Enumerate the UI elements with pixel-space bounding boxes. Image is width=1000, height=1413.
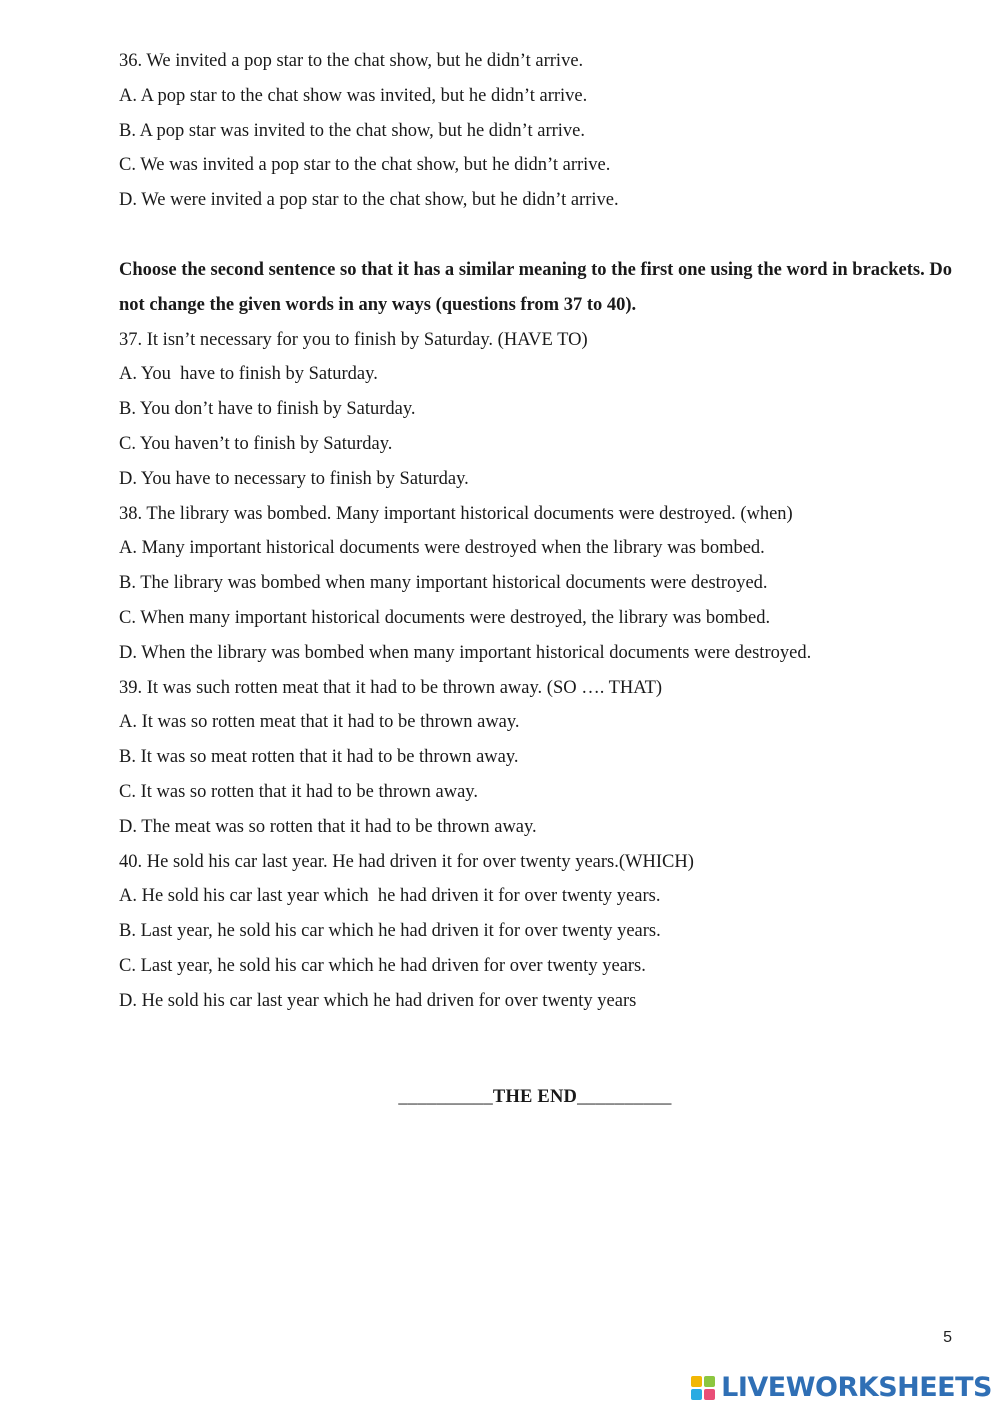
option-d: D. When the library was bombed when many important historical documents were destroyed.: [119, 642, 812, 663]
end-label: THE END: [492, 1087, 578, 1107]
option-a: A. Many important historical documents were destroyed when the library was bombed.: [119, 538, 765, 559]
question-text: 37. It isn’t necessary for you to finish by Saturday. (HAVE TO): [119, 329, 588, 350]
option-c: C. When many important historical documents were destroyed, the library was bombed.: [119, 607, 771, 628]
option-c: C. Last year, he sold his car which he had driven for over twenty years.: [119, 955, 646, 976]
option-a: A. It was so rotten meat that it had to be thrown away.: [119, 712, 520, 733]
worksheet-page: [119, 44, 952, 1019]
question-text: 39. It was such rotten meat that it had to be thrown away. (SO …. THAT): [119, 677, 663, 698]
question-40: [119, 845, 952, 1019]
spacer: [119, 218, 952, 253]
option-b: B. Last year, he sold his car which he had driven it for over twenty years.: [119, 921, 661, 942]
option-c: C. You haven’t to finish by Saturday.: [119, 433, 393, 454]
page-number: 5: [943, 1329, 952, 1346]
question-39: [119, 671, 952, 845]
end-rule-left: __________: [398, 1087, 493, 1107]
option-b: B. The library was bombed when many important historical documents were destroyed.: [119, 573, 768, 594]
option-a: A. He sold his car last year which he had driven it for over twenty years.: [119, 886, 661, 907]
liveworksheets-logo-icon: [691, 1376, 715, 1400]
option-c: C. We was invited a pop star to the chat show, but he didn’t arrive.: [119, 155, 611, 176]
question-38: [119, 497, 952, 671]
option-b: B. It was so meat rotten that it had to be thrown away.: [119, 747, 519, 768]
option-c: C. It was so rotten that it had to be thrown away.: [119, 781, 478, 802]
option-a: A. You have to finish by Saturday.: [119, 364, 378, 385]
brand-name: LIVEWORKSHEETS: [721, 1372, 992, 1403]
logo-square-3: [691, 1389, 702, 1400]
option-a: A. A pop star to the chat show was invited, but he didn’t arrive.: [119, 85, 588, 106]
option-b: B. A pop star was invited to the chat show, but he didn’t arrive.: [119, 120, 586, 141]
option-d: D. The meat was so rotten that it had to be thrown away.: [119, 816, 537, 837]
option-d: D. You have to necessary to finish by Saturday.: [119, 468, 469, 489]
logo-square-2: [704, 1376, 715, 1387]
section-instruction: Choose the second sentence so that it has a similar meaning to the first one using the word in brackets. Do not change the given words in any ways (questions from 37 to 40).: [119, 259, 952, 315]
the-end-marker: [0, 1087, 1000, 1108]
logo-square-1: [691, 1376, 702, 1387]
question-text: 38. The library was bombed. Many important historical documents were destroyed. (when): [119, 503, 793, 524]
question-text: 36. We invited a pop star to the chat show, but he didn’t arrive.: [119, 51, 584, 71]
option-d: D. We were invited a pop star to the chat show, but he didn’t arrive.: [119, 190, 619, 211]
question-37: [119, 323, 952, 497]
question-text: 40. He sold his car last year. He had driven it for over twenty years.(WHICH): [119, 851, 694, 872]
end-rule-right: __________: [577, 1087, 672, 1107]
liveworksheets-brand: [691, 1374, 992, 1401]
question-36: [119, 44, 952, 218]
option-b: B. You don’t have to finish by Saturday.: [119, 399, 416, 420]
logo-square-4: [704, 1389, 715, 1400]
option-d: D. He sold his car last year which he had driven for over twenty years: [119, 990, 637, 1011]
